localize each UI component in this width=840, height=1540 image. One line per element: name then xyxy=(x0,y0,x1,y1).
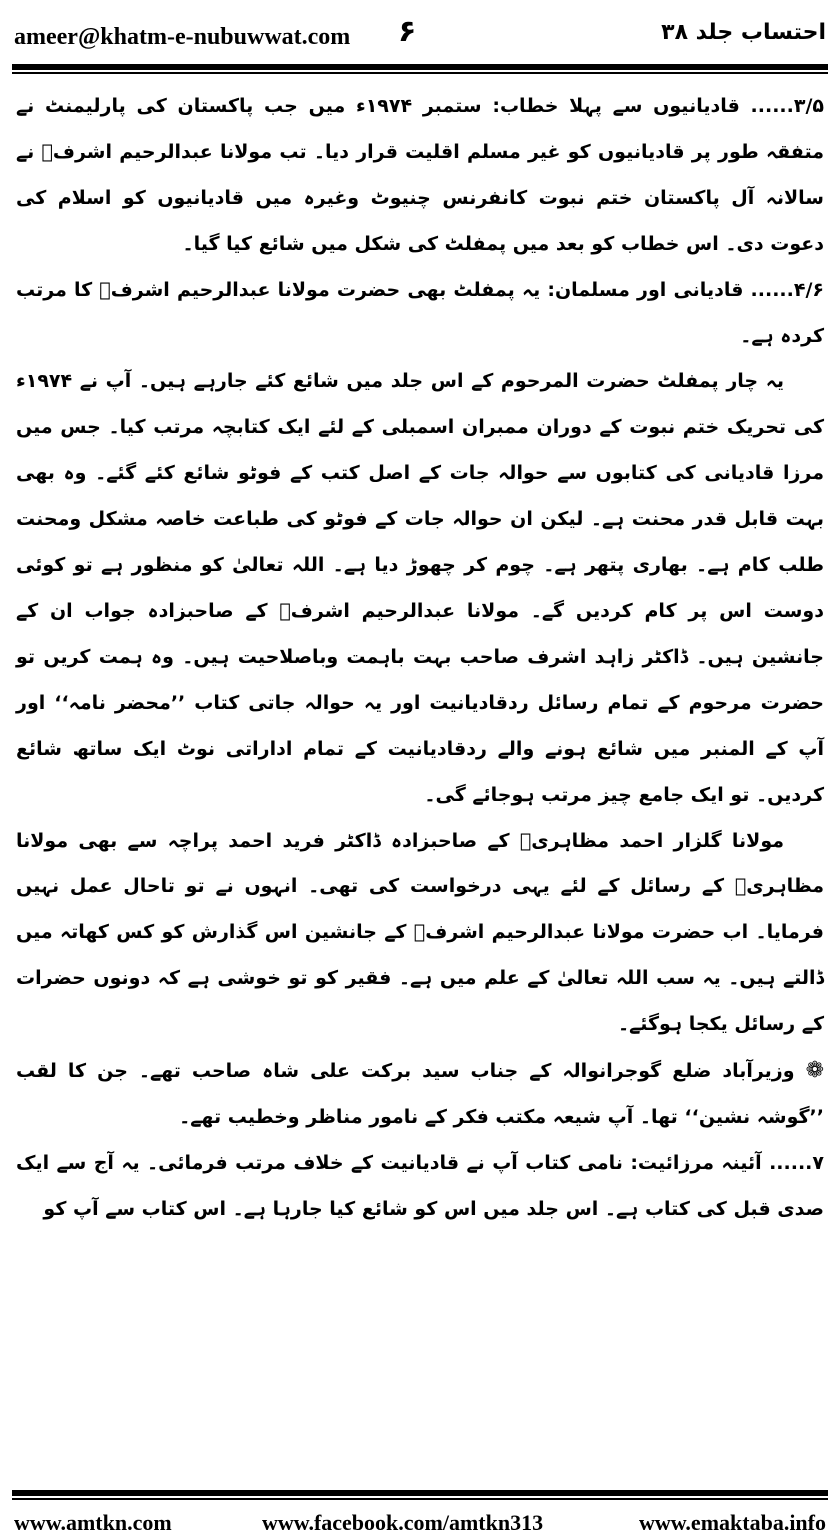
page-header xyxy=(0,0,840,72)
page-footer xyxy=(0,1502,840,1540)
paragraph-mazahiri: مولانا گلزار احمد مظاہریؒ کے صاحبزادہ ڈاکٹر فرید احمد پراچہ سے بھی مولانا مظاہریؒ کے رسائل کے لئے یہی درخواست کی تھی۔ انہوں نے تو تاحال عمل نہیں فرمایا۔ اب حضرت مولانا عبدالرحیم اشرفؒ کے جانشین اس گذارش کو کس کھاتہ میں ڈالتے ہیں۔ یہ سب اللہ تعالیٰ کے علم میں ہے۔ فقیر کو تو خوشی ہے کہ دونوں حضرات کے رسائل یکجا ہوگئے۔ xyxy=(16,829,824,1036)
paragraph-qadiani-muslim: ۴/۶...... قادیانی اور مسلمان: یہ پمفلٹ بھی حضرت مولانا عبدالرحیم اشرفؒ کا مرتب کردہ ہے۔ xyxy=(16,278,824,347)
footer-link-amtkn[interactable]: www.amtkn.com xyxy=(14,1510,172,1535)
header-email: ameer@khatm-e-nubuwwat.com xyxy=(14,24,351,50)
footer-link-facebook[interactable]: www.facebook.com/amtkn313 xyxy=(262,1510,544,1535)
header-rule-thin xyxy=(12,72,828,74)
flower-ornament-icon: ❁ xyxy=(805,1058,824,1084)
page-number: ۶ xyxy=(398,14,417,49)
page-body xyxy=(16,84,824,1233)
paragraph-wazirabad xyxy=(16,1048,824,1141)
paragraph-wazirabad-text: وزیرآباد ضلع گوجرانوالہ کے جناب سید برکت علی شاہ صاحب تھے۔ جن کا لقب ’’گوشہ نشین‘‘ تھا۔ آپ شیعہ مکتب فکر کے نامور مناظر وخطیب تھے۔ xyxy=(16,1060,824,1128)
paragraph-four-pamphlets: یہ چار پمفلٹ حضرت المرحوم کے اس جلد میں شائع کئے جارہے ہیں۔ آپ نے ۱۹۷۴ء کی تحریک ختم نبوت کے دوران ممبران اسمبلی کے لئے ایک کتابچہ مرتب کیا۔ جس میں مرزا قادیانی کی کتابوں سے حوالہ جات کے اصل کتب کے فوٹو شائع کئے گئے۔ وہ بھی بہت قابل قدر محنت ہے۔ لیکن ان حوالہ جات کے فوٹو کی طباعت خاصہ مشکل ومحنت طلب کام ہے۔ بھاری پتھر ہے۔ چوم کر چھوڑ دیا ہے۔ اللہ تعالیٰ کو منظور ہے تو کوئی دوست اس پر کام کردیں گے۔ مولانا عبدالرحیم اشرفؒ کے صاحبزادہ جواب ان کے جانشین ہیں۔ ڈاکٹر زاہد اشرف صاحب بہت باہمت وباصلاحیت ہیں۔ وہ ہمت کریں تو حضرت مرحوم کے تمام رسائل ردقادیانیت اور یہ حوالہ جاتی کتاب ’’محضر نامہ‘‘ اور آپ کے المنبر میں شائع ہونے والے ردقادیانیت کے تمام اداراتی نوٹ ایک ساتھ شائع کردیں۔ تو ایک جامع چیز مرتب ہوجائے گی۔ xyxy=(16,370,824,806)
paragraph-first-address: ۳/۵...... قادیانیوں سے پہلا خطاب: ستمبر ۱۹۷۴ء میں جب پاکستان کی پارلیمنٹ نے متفقہ طور پر قادیانیوں کو غیر مسلم اقلیت قرار دیا۔ تب مولانا عبدالرحیم اشرفؒ نے سالانہ آل پاکستان ختم نبوت کانفرنس چنیوٹ وغیرہ میں قادیانیوں کو اسلام کی دعوت دی۔ اس خطاب کو بعد میں پمفلٹ کی شکل میں شائع کیا گیا۔ xyxy=(16,95,825,255)
footer-link-emaktaba[interactable]: www.emaktaba.info xyxy=(638,1510,826,1535)
footer-rule-thin xyxy=(12,1498,828,1500)
footer-rule xyxy=(12,1490,828,1496)
book-title: احتساب جلد ۳۸ xyxy=(661,20,826,45)
paragraph-aina-mirzaiyat: ۷...... آئینہ مرزائیت: نامی کتاب آپ نے قادیانیت کے خلاف مرتب فرمائی۔ یہ آج سے ایک صدی قبل کی کتاب ہے۔ اس جلد میں اس کو شائع کیا جارہا ہے۔ اس کتاب سے آپ کو xyxy=(16,1151,824,1220)
header-rule xyxy=(12,64,828,70)
